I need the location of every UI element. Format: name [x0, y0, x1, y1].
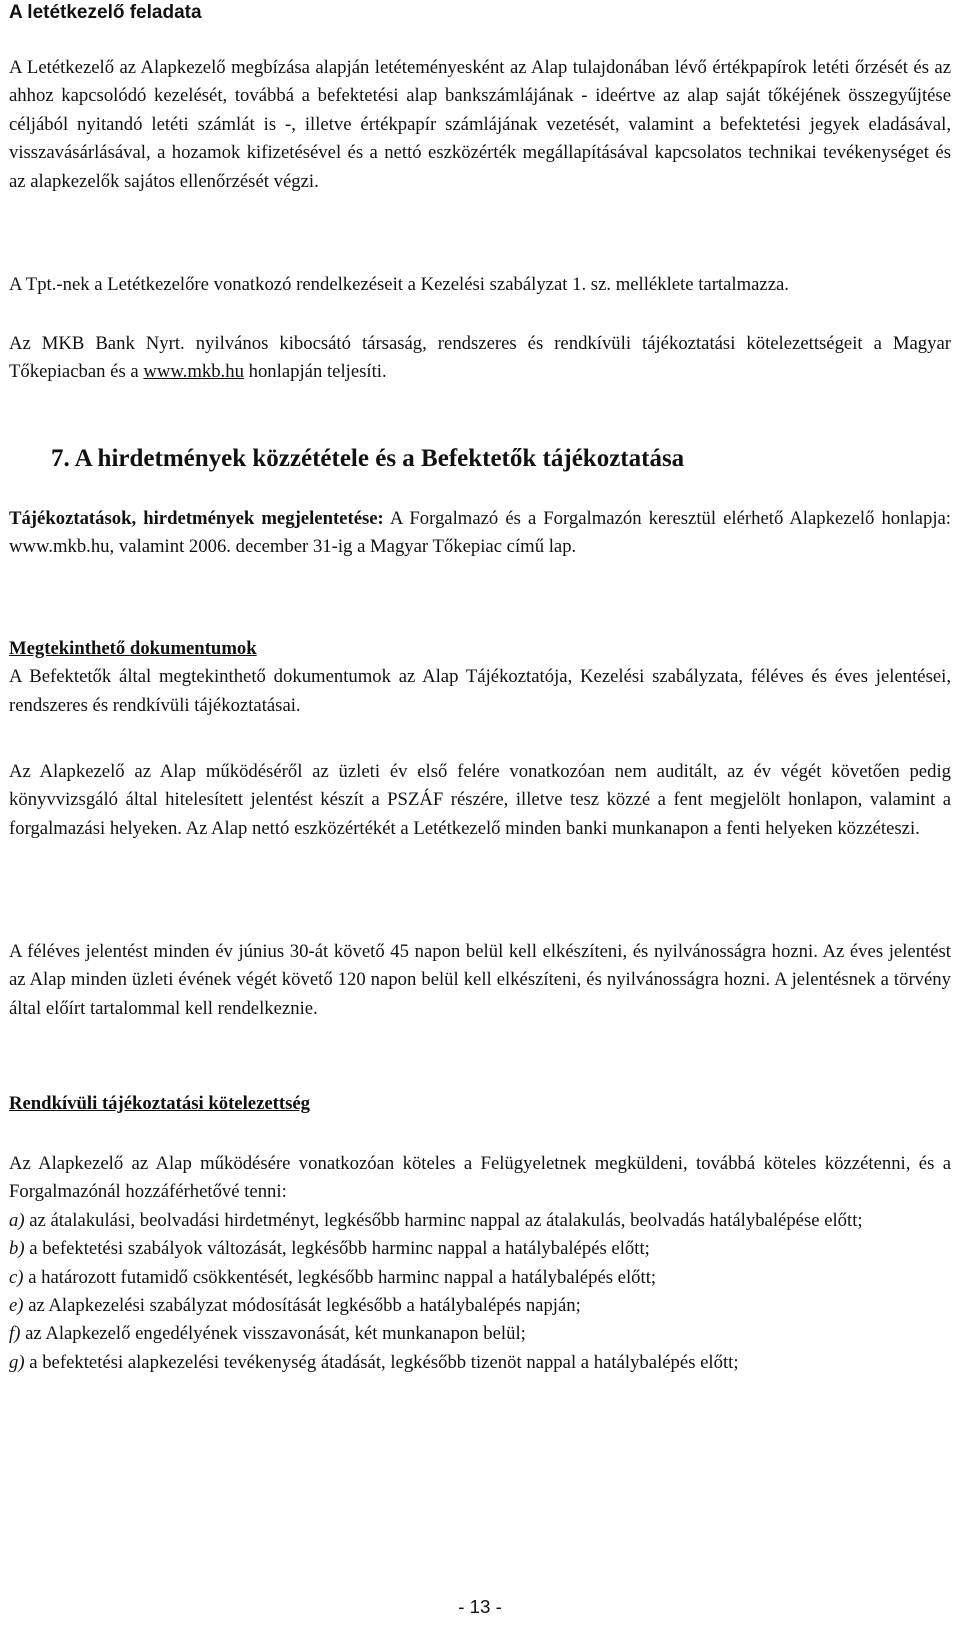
notices-label: Tájékoztatások, hirdetmények megjelentetése: [9, 508, 384, 529]
documents-section [9, 635, 951, 720]
list-item: g) a befektetési alapkezelési tevékenység átadását, legkésőbb tizenöt nappal a hatálybalépés előtt; [9, 1351, 739, 1373]
extraordinary-heading: Rendkívüli tájékoztatási kötelezettség [9, 1093, 311, 1114]
reports-paragraph-1: Az Alapkezelő az Alap működéséről az üzleti év első felére vonatkozóan nem auditált, az év végét követően pedig könyvvizsgáló által hitelesített jelentést készít a PSZÁF részére, illetve tesz közzé a fent megjelölt honlapon, valamint a forgalmazási helyeken. Az Alap nettó eszközértékét a Letétkezelő minden banki munkanapon a fenti helyeken közzéteszi. [9, 761, 951, 839]
list-item: c) a határozott futamidő csökkentését, legkésőbb harminc nappal a hatálybalépés előtt; [9, 1266, 657, 1288]
list-item: e) az Alapkezelési szabályzat módosítását legkésőbb a hatálybalépés napján; [9, 1295, 581, 1317]
custodian-heading: A letétkezelő feladata [9, 2, 202, 23]
section-7-title: 7. A hirdetmények közzététele és a Befektetők tájékoztatása [51, 445, 685, 472]
list-item: a) az átalakulási, beolvadási hirdetményt, legkésőbb harminc nappal az átalakulás, beolvadás hatálybalépése előtt; [9, 1209, 863, 1231]
extraordinary-list [9, 1150, 951, 1377]
documents-text: A Befektetők által megtekinthető dokumentumok az Alap Tájékoztatója, Kezelési szabályzata, féléves és éves jelentései, rendszeres és rendkívüli tájékoztatásai. [9, 666, 951, 716]
list-item: f) az Alapkezelő engedélyének visszavonását, két munkanapon belül; [9, 1323, 526, 1345]
custodian-paragraph-2: A Tpt.-nek a Letétkezelőre vonatkozó rendelkezéseit a Kezelési szabályzat 1. sz. melléklete tartalmazza. [9, 274, 789, 295]
extraordinary-intro: Az Alapkezelő az Alap működésére vonatkozóan köteles a Felügyeletnek megküldeni, továbbá köteles közzétenni, és a Forgalmazónál hozzáférhetővé tenni: [9, 1153, 951, 1203]
notices-paragraph: Tájékoztatások, hirdetmények megjelentetése: A Forgalmazó és a Forgalmazón keresztül elérhető Alapkezelő honlapja: www.mkb.hu, valamint 2006. december 31-ig a Magyar Tőkepiac című lap. [9, 508, 951, 558]
custodian-paragraph-3: Az MKB Bank Nyrt. nyilvános kibocsátó társaság, rendszeres és rendkívüli tájékoztatási kötelezettségeit a Magyar Tőkepiacban és a www.mkb.hu honlapján teljesíti. [9, 333, 951, 383]
page-number: - 13 - [458, 1596, 502, 1617]
mkb-website-link[interactable]: www.mkb.hu [143, 361, 244, 383]
list-item: b) a befektetési szabályok változását, legkésőbb harminc nappal a hatálybalépés előtt; [9, 1238, 650, 1260]
documents-heading: Megtekinthető dokumentumok [9, 638, 257, 659]
reports-paragraph-2: A féléves jelentést minden év június 30-át követő 45 napon belül kell elkészíteni, és nyilvánosságra hozni. Az éves jelentést az Alap minden üzleti évének végét követő 120 napon belül kell elkészíteni, és nyilvánosságra hozni. A jelentésnek a törvény által előírt tartalommal kell rendelkeznie. [9, 941, 951, 1019]
custodian-paragraph-1: A Letétkezelő az Alapkezelő megbízása alapján letéteményesként az Alap tulajdonában lévő értékpapírok letéti őrzését és az ahhoz kapcsolódó kezelését, továbbá a befektetési alap bankszámlájának - ideértve az alap saját tőkéjének összegyűjtése céljából nyitandó letéti számlát is -, illetve értékpapír számlájának vezetését, valamint a befektetési jegyek eladásával, visszavásárlásával, a hozamok kifizetésével és a nettó eszközérték megállapításával kapcsolatos technikai tevékenységet és az alapkezelők sajátos ellenőrzését végzi. [9, 57, 951, 192]
document-page [9, 0, 951, 1635]
